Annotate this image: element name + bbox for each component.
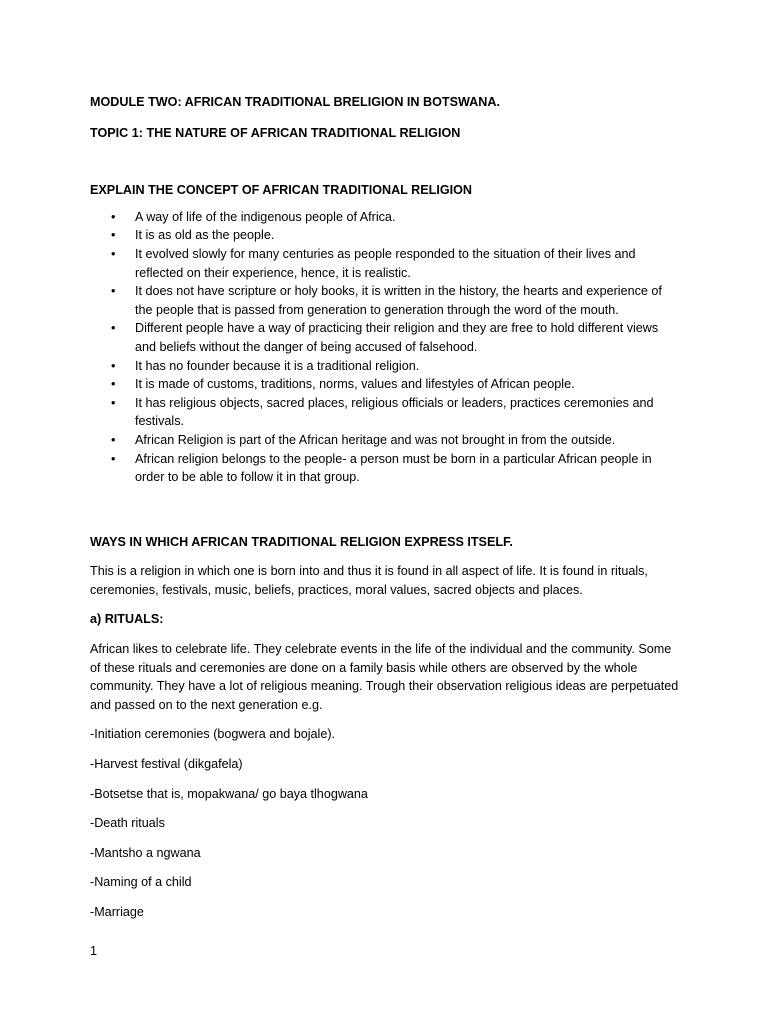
bullet-icon: • xyxy=(111,451,116,466)
bullet-icon: • xyxy=(111,395,116,410)
bullet-item xyxy=(90,375,680,394)
document-body xyxy=(90,93,680,922)
bullet-item xyxy=(90,226,680,245)
concept-bullet-list xyxy=(90,208,680,487)
bullet-icon: • xyxy=(111,209,116,224)
bullet-text: African religion belongs to the people- a person must be born in a particular African people in order to be able to follow it in that group. xyxy=(135,451,652,485)
bullet-text: It is made of customs, traditions, norms, values and lifestyles of African people. xyxy=(135,377,575,392)
bullet-icon: • xyxy=(111,377,116,392)
bullet-text: It is as old as the people. xyxy=(135,228,275,243)
ways-paragraph: This is a religion in which one is born into and thus it is found in all aspect of life. It is found in rituals, ceremonies, festivals, music, beliefs, practices, moral values, sacred objects and places. xyxy=(90,564,648,597)
ritual-list-item: -Initiation ceremonies (bogwera and bojale). xyxy=(90,727,336,742)
bullet-text: A way of life of the indigenous people of Africa. xyxy=(135,209,396,224)
bullet-item xyxy=(90,319,680,356)
topic-heading: TOPIC 1: THE NATURE OF AFRICAN TRADITIONAL RELIGION xyxy=(90,125,461,140)
page-number: 1 xyxy=(90,944,98,958)
ritual-list-item: -Naming of a child xyxy=(90,875,192,890)
ritual-list-item: -Marriage xyxy=(90,905,144,919)
bullet-item xyxy=(90,357,680,376)
bullet-icon: • xyxy=(111,321,116,336)
bullet-text: It has no founder because it is a traditional religion. xyxy=(135,358,420,373)
rituals-paragraph: African likes to celebrate life. They celebrate events in the life of the individual and the community. Some of these rituals and ceremonies are done on a family basis while others are observed by the whole community. They have a lot of religious meaning. Trough their observation religious ideas are perpetuated and passed on to the next generation e.g. xyxy=(90,642,679,712)
ritual-list-item: -Harvest festival (dikgafela) xyxy=(90,757,243,772)
bullet-item xyxy=(90,282,680,319)
ritual-list-item: -Mantsho a ngwana xyxy=(90,845,201,860)
bullet-text: It has religious objects, sacred places, religious officials or leaders, practices ceremonies and festivals. xyxy=(135,395,654,429)
bullet-text: Different people have a way of practicing their religion and they are free to hold different views and beliefs without the danger of being accused of falsehood. xyxy=(135,321,659,354)
ways-heading: WAYS IN WHICH AFRICAN TRADITIONAL RELIGION EXPRESS ITSELF. xyxy=(90,534,513,549)
bullet-item xyxy=(90,394,680,431)
explain-heading: EXPLAIN THE CONCEPT OF AFRICAN TRADITIONAL RELIGION xyxy=(90,183,473,198)
ritual-list-item: -Botsetse that is, mopakwana/ go baya tlhogwana xyxy=(90,786,368,801)
module-heading: MODULE TWO: AFRICAN TRADITIONAL BRELIGION IN BOTSWANA. xyxy=(90,95,500,109)
bullet-item xyxy=(90,450,680,487)
bullet-item xyxy=(90,431,680,450)
bullet-item xyxy=(90,208,680,227)
bullet-text: African Religion is part of the African heritage and was not brought in from the outside. xyxy=(135,432,616,447)
bullet-item xyxy=(90,245,680,282)
bullet-text: It evolved slowly for many centuries as people responded to the situation of their lives and reflected on their experience, hence, it is realistic. xyxy=(135,246,636,280)
ritual-list-item: -Death rituals xyxy=(90,816,165,831)
rituals-heading: a) RITUALS: xyxy=(90,612,164,627)
bullet-icon: • xyxy=(111,284,116,299)
bullet-text: It does not have scripture or holy books, it is written in the history, the hearts and experience of the people that is passed from generation to generation through the word of the mouth. xyxy=(135,284,662,317)
bullet-icon: • xyxy=(111,432,116,447)
bullet-icon: • xyxy=(111,246,116,261)
bullet-icon: • xyxy=(111,358,116,373)
bullet-icon: • xyxy=(111,228,116,243)
